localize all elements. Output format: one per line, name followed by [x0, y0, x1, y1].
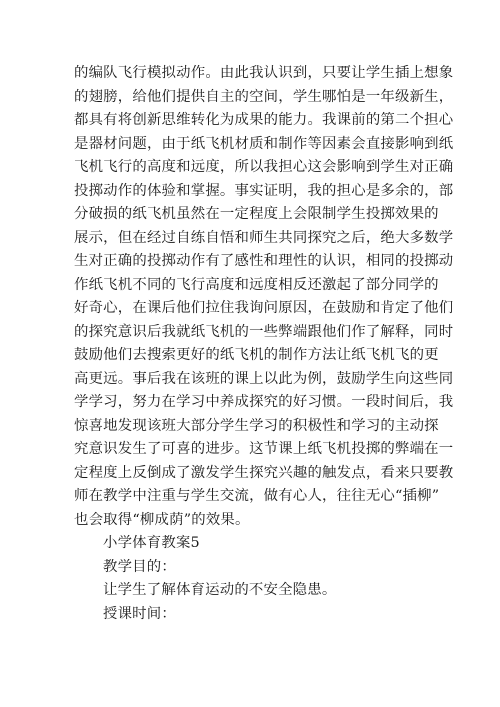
body-line: 的翅膀，给他们提供自主的空间，学生哪怕是一年级新生，	[74, 88, 454, 105]
body-line: 的探究意识后我就纸飞机的一些弊端跟他们作了解释，同时	[74, 323, 454, 340]
body-line: 展示，但在经过自练自悟和师生共同探究之后，绝大多数学	[74, 229, 454, 246]
body-line: 都具有将创新思维转化为成果的能力。我课前的第二个担心	[74, 112, 454, 128]
body-line: 好奇心，在课后他们拉住我询问原因，在鼓励和肯定了他们	[74, 300, 454, 316]
body-line: 学学习，努力在学习中养成探究的好习惯。一段时间后，我	[74, 394, 454, 410]
body-line: 鼓励他们去搜索更好的纸飞机的制作方法让纸飞机飞的更	[74, 347, 439, 363]
body-line: 定程度上反倒成了激发学生探究兴趣的触发点，看来只要教	[74, 464, 454, 481]
body-line: 生对正确的投掷动作有了感性和理性的认识，相同的投掷动	[74, 253, 454, 269]
body-line: 惊喜地发现该班大部分学生学习的积极性和学习的主动探	[74, 417, 439, 434]
document-page	[74, 62, 454, 626]
body-line: 的编队飞行模拟动作。由此我认识到，只要让学生插上想象	[74, 65, 454, 81]
body-line: 也会取得“柳成荫”的效果。	[74, 511, 250, 528]
body-line: 高更远。事后我在该班的课上以此为例，鼓励学生向这些同	[74, 370, 454, 387]
section-title: 小学体育教案5	[103, 535, 200, 551]
body-line: 究意识发生了可喜的进步。这节课上纸飞机投掷的弊端在一	[74, 441, 454, 457]
body-line: 师在教学中注重与学生交流，做有心人，往往无心“插柳”	[74, 488, 440, 504]
body-line: 作纸飞机不同的飞行高度和远度相反还激起了部分同学的	[74, 276, 439, 293]
body-line: 是器材问题，由于纸飞机材质和制作等因素会直接影响到纸	[74, 135, 454, 152]
body-line: 分破损的纸飞机虽然在一定程度上会限制学生投掷效果的	[74, 206, 439, 222]
objective-text: 让学生了解体育运动的不安全隐患。	[103, 582, 337, 598]
time-heading: 授课时间：	[103, 605, 176, 622]
objective-heading: 教学目的：	[103, 558, 176, 575]
body-line: 投掷动作的体验和掌握。事实证明，我的担心是多余的，部	[74, 182, 454, 199]
body-line: 飞机飞行的高度和远度，所以我担心这会影响到学生对正确	[74, 159, 454, 175]
